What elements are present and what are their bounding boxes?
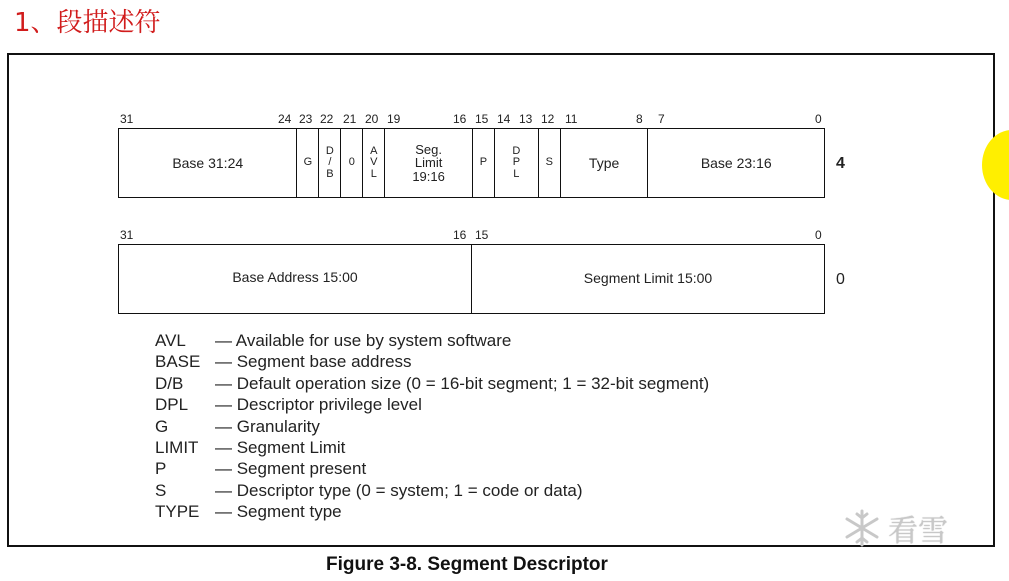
legend-item: P — Segment present — [155, 459, 367, 479]
snowflake-icon — [842, 508, 882, 548]
type-field: Type — [561, 129, 649, 197]
descriptor-high-dword — [118, 128, 825, 198]
legend-item: LIMIT — Segment Limit — [155, 437, 346, 457]
watermark-text: 看雪 — [888, 514, 948, 549]
base-31-24-field: Base 31:24 — [119, 129, 297, 197]
descriptor-low-dword — [118, 244, 825, 314]
avl-field: A V L — [363, 129, 385, 197]
bit-label: 12 — [541, 112, 555, 126]
segment-limit-15-00-field: Segment Limit 15:00 — [583, 270, 713, 286]
figure-caption: Figure 3-8. Segment Descriptor — [326, 554, 608, 575]
bit-label: 13 — [519, 112, 533, 126]
bit-label: 31 — [120, 112, 134, 126]
slide-heading: 1、段描述符 — [14, 8, 161, 38]
legend-item: AVL — Available for use by system software — [155, 331, 512, 350]
field-legend — [155, 331, 709, 524]
p-field: P — [473, 129, 495, 197]
base-23-16-field: Base 23:16 — [700, 154, 772, 171]
legend-item: DPL — Descriptor privilege level — [155, 395, 422, 415]
bit-label: 15 — [475, 228, 489, 242]
legend-item: BASE — Segment base address — [155, 352, 412, 372]
legend-item: TYPE — Segment type — [155, 502, 342, 522]
bit-label: 24 — [278, 112, 292, 126]
bit-label: 0 — [815, 228, 822, 242]
bit-label: 16 — [453, 228, 467, 242]
bit-label: 20 — [365, 112, 379, 126]
db-field: D / B — [319, 129, 341, 197]
legend-item: G — Granularity — [155, 416, 320, 436]
s-field: S — [539, 129, 561, 197]
bit-label: 21 — [343, 112, 357, 126]
bit-label: 15 — [475, 112, 489, 126]
bit-label: 19 — [387, 112, 401, 126]
dpl-field: D P L — [495, 129, 539, 197]
bit-label: 16 — [453, 112, 467, 126]
base-address-15-00-field: Base Address 15:00 — [119, 245, 472, 313]
bit-label: 23 — [299, 112, 313, 126]
watermark — [842, 506, 948, 550]
bit-label: 7 — [658, 112, 665, 126]
bit-label: 8 — [636, 112, 643, 126]
seg-limit-19-16-field: Seg. Limit 19:16 — [385, 129, 473, 197]
legend-item: D/B — Default operation size (0 = 16-bit segment; 1 = 32-bit segment) — [155, 373, 710, 393]
bit-label: 14 — [497, 112, 511, 126]
bit-label: 22 — [320, 112, 334, 126]
bit-label: 11 — [565, 112, 578, 126]
g-field: G — [297, 129, 319, 197]
zero-field: 0 — [341, 129, 363, 197]
bit-label: 31 — [120, 228, 134, 242]
dword-offset-0: 0 — [836, 271, 845, 288]
legend-item: S — Descriptor type (0 = system; 1 = code or data) — [155, 480, 583, 500]
bit-label: 0 — [815, 112, 822, 126]
dword-offset-4: 4 — [836, 155, 845, 172]
